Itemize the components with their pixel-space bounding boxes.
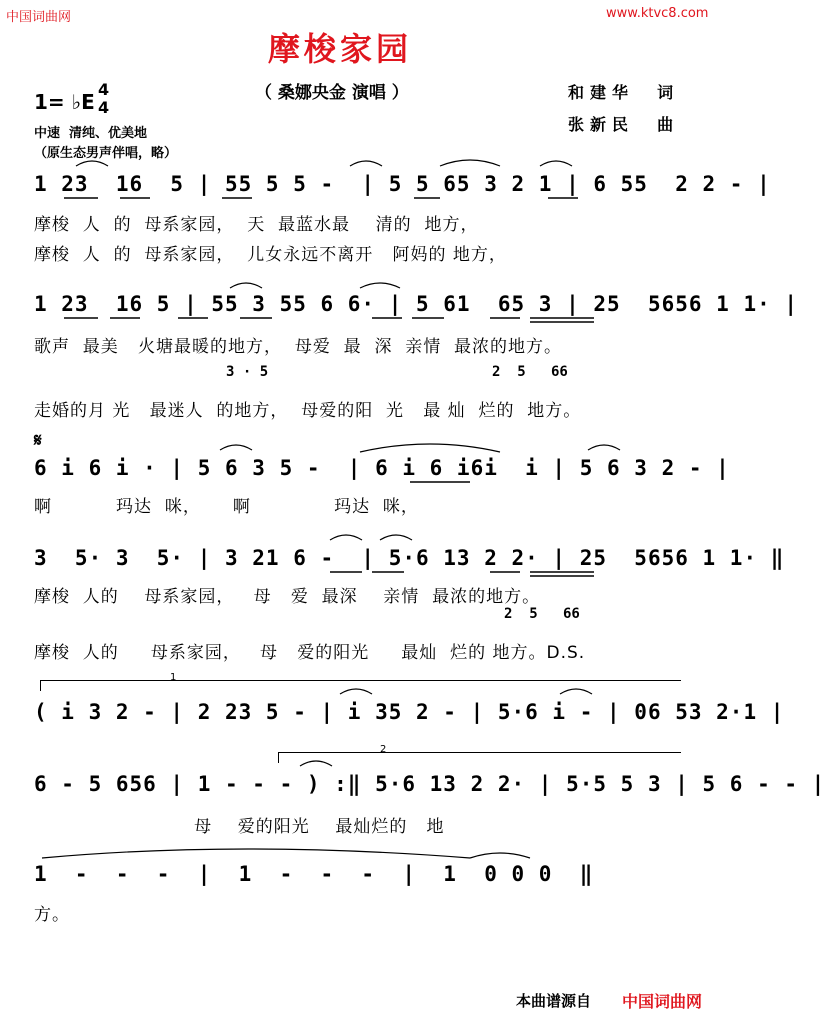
slur: [440, 160, 500, 166]
slur: [220, 445, 252, 450]
staff-3-lyrics: 啊 玛达 咪， 啊 玛达 咪，: [34, 497, 419, 517]
slur: [470, 853, 530, 858]
slur: [340, 689, 372, 694]
staff-2-lyrics-verse-2: 走婚的月 光 最迷人 的地方， 母爱的阳 光 最 灿 烂的 地方。: [34, 401, 582, 421]
slur: [330, 535, 362, 540]
performance-note: （原生态男声伴唱，略）: [34, 146, 178, 161]
footer-label: 本曲谱源自: [516, 992, 592, 1010]
composer-credit: 张新民 曲: [568, 115, 680, 134]
slur: [540, 161, 572, 166]
slur: [360, 283, 400, 288]
staff-2-lyrics-verse-1: 歌声 最美 火塘最暖的地方， 母爱 最 深 亲情 最浓的地方。: [34, 337, 563, 357]
staff-2-alt-notes-a: 3 · 5: [226, 364, 269, 380]
slur: [230, 283, 262, 288]
volta-number-2: 2: [380, 744, 387, 755]
slur: [300, 761, 332, 766]
staff-4-notes: 3 5· 3 5· | 3 21 6 - | 5·6 13 2 2· | 25 5656 1 1· ‖: [34, 546, 785, 570]
watermark-right: www.ktvc8.com: [606, 6, 709, 21]
slur: [360, 444, 500, 452]
staff-7-notes: 1 - - - | 1 - - - | 1 0 0 0 ‖: [34, 862, 594, 886]
staff-5-notes: ( i 3 2 - | 2 23 5 - | i 35 2 - | 5·6 i - | 06 53 2·1 |: [34, 700, 785, 724]
watermark-left: 中国词曲网: [6, 10, 72, 25]
staff-1-notes: 1 23 16 5 | 55 5 5 - | 5 5 65 3 2 1 | 6 55 2 2 - |: [34, 172, 771, 196]
staff-4-lyrics-verse-2: 摩梭 人的 母系家园， 母 爱的阳光 最灿 烂的 地方。D.S.: [34, 643, 586, 663]
volta-number-1: 1: [170, 672, 177, 683]
staff-7-lyrics: 方。: [34, 905, 70, 925]
staff-6-notes: 6 - 5 656 | 1 - - - ) :‖ 5·6 13 2 2· | 5·5 5 3 | 5 6 - - |: [34, 772, 825, 796]
time-signature-bottom: 4: [98, 98, 110, 117]
staff-2-alt-notes-b: 2 5 66: [492, 364, 568, 380]
staff-6-lyrics: 母 爱的阳光 最灿烂的 地: [34, 817, 445, 837]
time-signature-top: 4: [98, 80, 110, 99]
staff-3-notes: 6 i 6 i · | 5 6 3 5 - | 6 i 6 i6i i | 5 6 3 2 - |: [34, 456, 730, 480]
slur: [76, 161, 108, 166]
slur: [380, 535, 412, 540]
footer-site: 中国词曲网: [622, 992, 703, 1011]
song-title: 摩梭家园: [268, 30, 413, 68]
lyricist-credit: 和建华 词: [568, 83, 680, 102]
key-signature: 1= ♭E: [34, 90, 95, 114]
slur: [350, 161, 382, 166]
tempo-marking: 中速 清纯、优美地: [34, 126, 148, 141]
staff-4-lyrics-verse-1: 摩梭 人的 母系家园， 母 爱 最深 亲情 最浓的地方。: [34, 587, 541, 607]
slur: [560, 689, 592, 694]
staff-1-lyrics-verse-1: 摩梭 人 的 母系家园， 天 最蓝水最 清的 地方，: [34, 215, 479, 235]
staff-4-alt-notes: 2 5 66: [504, 606, 580, 622]
segno-sign: 𝄋: [34, 430, 42, 451]
staff-1-lyrics-verse-2: 摩梭 人 的 母系家园， 儿女永远不离开 阿妈的 地方，: [34, 245, 507, 265]
staff-2-notes: 1 23 16 5 | 55 3 55 6 6· | 5 61 65 3 | 25 5656 1 1· |: [34, 292, 799, 316]
slur: [42, 849, 470, 858]
slur: [588, 445, 620, 450]
singer-credit: （ 桑娜央金 演唱 ）: [255, 83, 409, 103]
